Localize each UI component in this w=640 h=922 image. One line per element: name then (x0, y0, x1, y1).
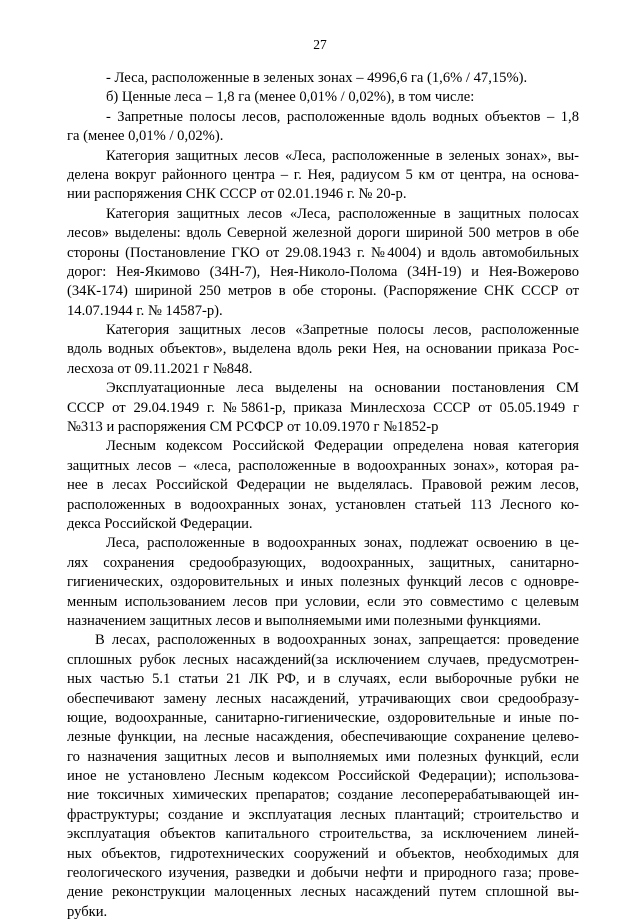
text-line: №313 и распоряжения СМ РСФСР от 10.09.1970 г №1852-р (67, 419, 439, 436)
text-line: га (менее 0,01% / 0,02%). (67, 128, 224, 145)
text-line: Эксплуатационные леса выделены на основании постановления СМ (106, 380, 579, 397)
text-line: менным использованием лесов при условии, если это совместимо с целевым (67, 593, 579, 610)
text-line: ных частью 5.1 статьи 21 ЛК РФ, и в случаях, если выборочные рубки не (67, 671, 579, 688)
text-line: нии распоряжения СНК СССР от 02.01.1946 г. № 20-р. (67, 186, 407, 203)
text-line: гигиенических, оздоровительных и иных полезных функций лесов с одновре- (67, 574, 579, 591)
text-line: лесхоза от 09.11.2021 г №848. (67, 360, 253, 377)
text-line: лезные функции, на лесные насаждения, обеспечивающие сохранение целево- (67, 729, 579, 746)
text-line: дение реконструкции малоценных лесных насаждений путем сплошной вы- (67, 884, 579, 901)
page-number: 27 (313, 37, 327, 52)
text-line: - Леса, расположенные в зеленых зонах – 4996,6 га (1,6% / 47,15%). (106, 70, 528, 86)
text-line: рубки. (67, 903, 108, 920)
text-line: обеспечивают замену лесных насаждений, утрачивающих свои средообразу- (67, 690, 579, 707)
paragraph (67, 108, 579, 147)
text-line: ющие, водоохранные, санитарно-гигиенические, оздоровительные и иные по- (67, 709, 579, 726)
text-line: лесов» выделены: вдоль Северной железной дороги шириной 500 метров в обе (67, 225, 579, 242)
text-line: ние токсичных химических препаратов; создание лесоперерабатывающей ин- (67, 787, 579, 804)
text-line: дорог: Нея-Якимово (34Н-7), Нея-Николо-Полома (34Н-19) и Нея-Вожерово (67, 263, 579, 280)
text-line: 14.07.1944 г. № 14587-р). (67, 302, 223, 319)
text-line: сплошных рубок лесных насаждений(за исключением случаев, предусмотрен- (67, 651, 579, 668)
text-line: защитных лесов – «леса, расположенные в водоохранных зонах», которая ра- (67, 457, 579, 474)
text-line: эксплуатация объектов капитального строительства, за исключением линей- (67, 826, 579, 843)
paragraph (67, 437, 579, 534)
text-line: ных объектов, гидротехнических сооружений и объектов, необходимых для (67, 845, 579, 862)
paragraph (67, 534, 579, 631)
text-line: делена вокруг районного центра – г. Нея, радиусом 5 км от центра, на основа- (67, 166, 579, 183)
text-line: стороны (Постановление ГКО от 29.08.1943 г. №4004) и вдоль автомобильных (67, 244, 579, 261)
text-line: расположенных в водоохранных зонах, установлен статьей 113 Лесного ко- (67, 496, 579, 513)
text-line: Леса, расположенные в водоохранных зонах, подлежат освоению в це- (106, 535, 579, 552)
paragraph (67, 69, 579, 88)
text-line: СССР от 29.04.1949 г. №5861-р, приказа Минлесхоза СССР от 05.05.1949 г (67, 399, 579, 416)
body-text (67, 69, 579, 922)
text-line: нее в лесах Российской Федерации не выделялась. Правовой режим лесов, (67, 477, 579, 494)
paragraph (67, 321, 579, 379)
text-line: лях сохранения средообразующих, водоохранных, защитных, санитарно- (67, 554, 579, 571)
paragraph (67, 147, 579, 205)
text-line: фраструктуры; создание и эксплуатация лесных плантаций; строительство и (67, 806, 579, 823)
text-line: (34К-174) шириной 250 метров в обе стороны. (Распоряжение СНК СССР от (67, 283, 579, 300)
paragraph (67, 379, 579, 437)
text-line: б) Ценные леса – 1,8 га (менее 0,01% / 0,02%), в том числе: (106, 89, 475, 106)
text-line: вдоль водных объектов», выделена вдоль реки Нея, на основании приказа Рос- (67, 341, 579, 358)
text-line: декса Российской Федерации. (67, 515, 253, 532)
text-line: Лесным кодексом Российской Федерации определена новая категория (106, 438, 579, 455)
text-line: Категория защитных лесов «Леса, расположенные в зеленых зонах», вы- (106, 147, 579, 164)
paragraph (67, 631, 579, 922)
text-line: геологического изучения, разведки и добычи нефти и природного газа; прове- (67, 865, 579, 882)
text-line: В лесах, расположенных в водоохранных зонах, запрещается: проведение (95, 632, 579, 649)
text-line: назначением защитных лесов и выполняемыми ими полезными функциями. (67, 612, 542, 629)
text-line: - Запретные полосы лесов, расположенные вдоль водных объектов – 1,8 (106, 108, 579, 125)
text-line: иное не установлено Лесным кодексом Российской Федерации); использова- (67, 768, 579, 785)
paragraph (67, 88, 579, 107)
text-line: го назначения защитных лесов и выполняемых ими полезных функций, если (67, 748, 579, 765)
text-line: Категория защитных лесов «Запретные полосы лесов, расположенные (106, 322, 579, 339)
paragraph (67, 205, 579, 321)
text-line: Категория защитных лесов «Леса, расположенные в защитных полосах (106, 205, 579, 222)
